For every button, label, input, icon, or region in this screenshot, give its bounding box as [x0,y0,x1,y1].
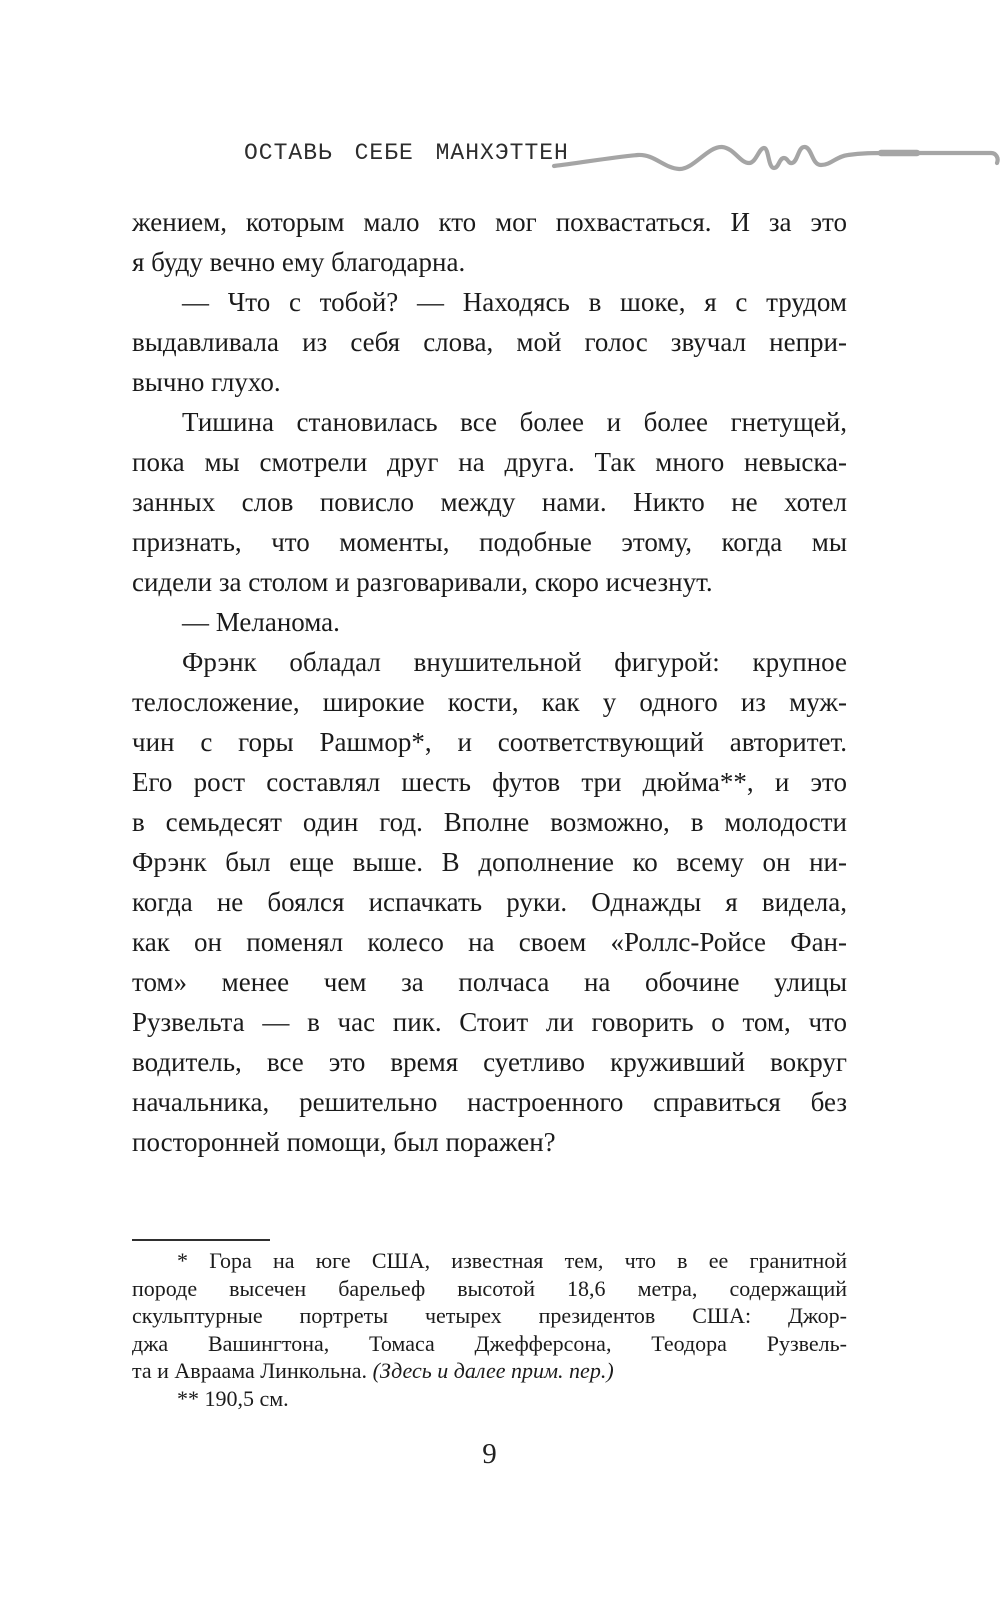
text-line: породе высечен барельеф высотой 18,6 метра, содержащий [132,1275,847,1301]
text-line: начальника, решительно настроенного справиться без [132,1087,847,1117]
text-line: вычно глухо. [132,367,281,397]
squiggle-line [554,147,998,169]
text-line: пока мы смотрели друг на друга. Так много невыска- [132,447,847,477]
footnote-separator [132,1239,270,1241]
text-line: признать, что моменты, подобные этому, когда мы [132,527,847,557]
body-text [132,202,847,1162]
text-line: скульптурные портреты четырех президентов США: Джор- [132,1303,847,1328]
running-title: ОСТАВЬ СЕБЕ МАНХЭТТЕН [244,140,569,166]
text-line: том» менее чем за полчаса на обочине улицы [132,967,847,997]
text-line: * Гора на юге США, известная тем, что в ее гранитной [177,1248,847,1273]
text-line: Фрэнк обладал внушительной фигурой: крупное [182,647,847,677]
text-line: когда не боялся испачкать руки. Однажды я видела, [132,887,847,917]
text-line: ** 190,5 см. [177,1385,289,1411]
text-line: телосложение, широкие кости, как у одного из муж- [132,687,847,717]
text-line: жением, которым мало кто мог похвастаться. И за это [132,207,847,237]
text-line: занных слов повисло между нами. Никто не хотел [132,487,847,517]
text-line: выдавливала из себя слова, мой голос звучал непри- [132,327,847,357]
text-line: посторонней помощи, был поражен? [132,1127,556,1157]
text-line: водитель, все это время суетливо круживший вокруг [132,1047,847,1077]
text-line: Фрэнк был еще выше. В дополнение ко всему он ни- [132,847,847,877]
text-line: Рузвельта — в час пик. Стоит ли говорить о том, что [132,1007,847,1037]
text-line: та и Авраама Линкольна. (Здесь и далее прим. пер.) [132,1358,614,1383]
text-line: я буду вечно ему благодарна. [132,247,466,277]
squiggle-decoration [540,130,1000,180]
translator-note-italic: (Здесь и далее прим. пер.) [372,1358,614,1383]
text-line: Его рост составлял шесть футов три дюйма**, и это [132,767,847,797]
text-line: в семьдесят один год. Вполне возможно, в молодости [132,807,847,837]
text-line: — Что с тобой? — Находясь в шоке, я с трудом [182,287,847,317]
text-line: Тишина становилась все более и более гнетущей, [182,407,847,437]
footnotes [132,1247,847,1412]
text-line: джа Вашингтона, Томаса Джефферсона, Теодора Рузвель- [132,1330,847,1356]
page-number: 9 [482,1438,497,1470]
text-line: — Меланома. [182,607,340,637]
text-line: сидели за столом и разговаривали, скоро исчезнут. [132,567,713,597]
text-line: чин с горы Рашмор*, и соответствующий авторитет. [132,727,847,757]
text-line: как он поменял колесо на своем «Роллс-Ройсе Фан- [132,927,847,957]
